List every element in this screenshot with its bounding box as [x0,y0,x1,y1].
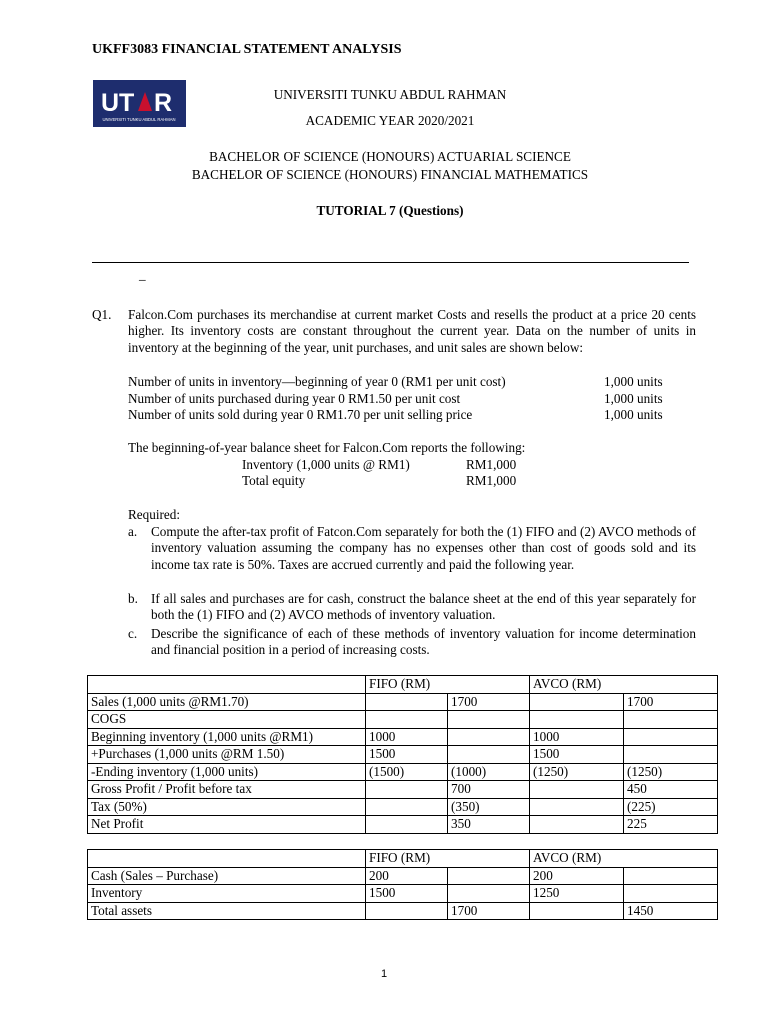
table-row [88,867,718,885]
item-text: Compute the after-tax profit of Fatcon.Com separately for both the (1) FIFO and (2) AVCO methods of inventory valuation assuming the company has no expenses other than cost of goods sold and its income tax rate is 50%. Taxes are accrued currently and paid the following year. [151,524,696,572]
table-cell [448,867,530,885]
table-cell: 1250 [530,885,624,903]
table-row [88,693,718,711]
academic-year: ACADEMIC YEAR 2020/2021 [305,113,475,128]
table-cell [530,816,624,834]
table-row [88,902,718,920]
table-cell: Cash (Sales – Purchase) [88,867,366,885]
data-row-label: Number of units sold during year 0 RM1.70 per unit selling price [128,407,473,422]
table-cell: (1250) [530,763,624,781]
question-intro: Falcon.Com purchases its merchandise at current market Costs and resells the product at a price 20 cents higher. Its inventory costs are constant throughout the current year. Data on the number of units in inventory at the beginning of the year, unit purchases, and unit sales are shown below: [128,307,696,355]
table-cell: +Purchases (1,000 units @RM 1.50) [88,746,366,764]
table-cell [530,693,624,711]
table-cell [366,711,448,729]
table-cell: (225) [624,798,718,816]
table-cell: Tax (50%) [88,798,366,816]
bs-row-label: Total equity [242,473,306,488]
course-code-heading: UKFF3083 FINANCIAL STATEMENT ANALYSIS [92,42,402,57]
table-cell: 1500 [366,885,448,903]
question-label: Q1. [92,307,112,322]
table-header-cell [88,850,366,868]
table-cell: (1500) [366,763,448,781]
table-cell [624,746,718,764]
table-cell: 350 [448,816,530,834]
table-cell [366,798,448,816]
table-cell: 200 [366,867,448,885]
item-label: c. [128,626,138,641]
table-cell [448,728,530,746]
university-name: UNIVERSITI TUNKU ABDUL RAHMAN [273,87,507,102]
tutorial-title: TUTORIAL 7 (Questions) [316,203,464,218]
income-statement-table [87,675,718,834]
bs-row-value: RM1,000 [466,473,517,488]
data-row-label: Number of units purchased during year 0 RM1.50 per unit cost [128,390,461,406]
table-cell [624,711,718,729]
table-cell: 225 [624,816,718,834]
table-cell: Net Profit [88,816,366,834]
table-row [88,885,718,903]
svg-text:UT: UT [101,89,135,117]
table-row [88,728,718,746]
table-cell [448,885,530,903]
programme-finmath: BACHELOR OF SCIENCE (HONOURS) FINANCIAL MATHEMATICS [191,167,589,182]
table-cell [366,693,448,711]
table-cell [530,798,624,816]
horizontal-rule [92,262,689,263]
table-cell [624,885,718,903]
svg-text:UNIVERSITI TUNKU ABDUL RAHMAN: UNIVERSITI TUNKU ABDUL RAHMAN [102,117,176,122]
table-header-cell: FIFO (RM) [366,676,530,694]
balance-sheet-intro: The beginning-of-year balance sheet for Falcon.Com reports the following: [128,440,526,455]
svg-text:R: R [154,89,173,117]
table-row [88,816,718,834]
item-label: a. [128,524,138,539]
data-row [128,391,696,407]
utar-logo [93,80,186,127]
item-text: If all sales and purchases are for cash, construct the balance sheet at the end of this year separately for both the (1) FIFO and (2) AVCO methods of inventory valuation. [151,591,696,623]
table-cell [530,711,624,729]
bs-row-label: Inventory (1,000 units @ RM1) [242,457,410,472]
page-number: 1 [380,968,388,980]
table-header-row [88,850,718,868]
table-cell: 200 [530,867,624,885]
table-row [88,781,718,799]
table-cell [530,781,624,799]
table-cell [366,816,448,834]
table-cell: Beginning inventory (1,000 units @RM1) [88,728,366,746]
data-row [128,374,696,390]
dash-mark: _ [139,267,146,282]
data-row-label: Number of units in inventory—beginning of year 0 (RM1 per unit cost) [128,374,506,389]
table-cell: COGS [88,711,366,729]
item-text: Describe the significance of each of these methods of inventory valuation for income determination and financial position in a period of increasing costs. [151,626,696,658]
table-cell: 450 [624,781,718,799]
data-row-value: 1,000 units [604,374,663,389]
bs-row-value: RM1,000 [466,457,517,472]
data-row-value: 1,000 units [604,390,663,406]
table-cell [448,746,530,764]
table-cell: (1000) [448,763,530,781]
table-row [88,798,718,816]
table-row [88,763,718,781]
table-cell: 1000 [366,728,448,746]
programme-actuarial: BACHELOR OF SCIENCE (HONOURS) ACTUARIAL SCIENCE [209,149,571,164]
table-cell: Inventory [88,885,366,903]
table-header-cell [88,676,366,694]
table-cell [624,867,718,885]
table-cell: 700 [448,781,530,799]
table-cell: (1250) [624,763,718,781]
table-row [88,711,718,729]
required-label: Required: [128,507,181,522]
table-cell: (350) [448,798,530,816]
table-cell [624,728,718,746]
table-cell: 1500 [366,746,448,764]
table-cell: Sales (1,000 units @RM1.70) [88,693,366,711]
table-cell: 1000 [530,728,624,746]
data-row [128,407,696,423]
table-cell: 1700 [448,902,530,920]
table-cell: Gross Profit / Profit before tax [88,781,366,799]
table-cell: 1700 [448,693,530,711]
table-header-row [88,676,718,694]
balance-sheet-table [87,849,718,920]
table-cell: 1700 [624,693,718,711]
table-cell: Total assets [88,902,366,920]
table-cell [366,781,448,799]
table-header-cell: AVCO (RM) [530,850,718,868]
table-header-cell: AVCO (RM) [530,676,718,694]
table-cell: 1500 [530,746,624,764]
table-cell [448,711,530,729]
table-cell: 1450 [624,902,718,920]
item-label: b. [128,591,138,606]
data-row-value: 1,000 units [604,407,663,422]
table-row [88,746,718,764]
header-block [180,86,600,220]
utar-logo-graphic [93,80,186,127]
table-header-cell: FIFO (RM) [366,850,530,868]
table-cell [366,902,448,920]
table-cell [530,902,624,920]
table-cell: -Ending inventory (1,000 units) [88,763,366,781]
